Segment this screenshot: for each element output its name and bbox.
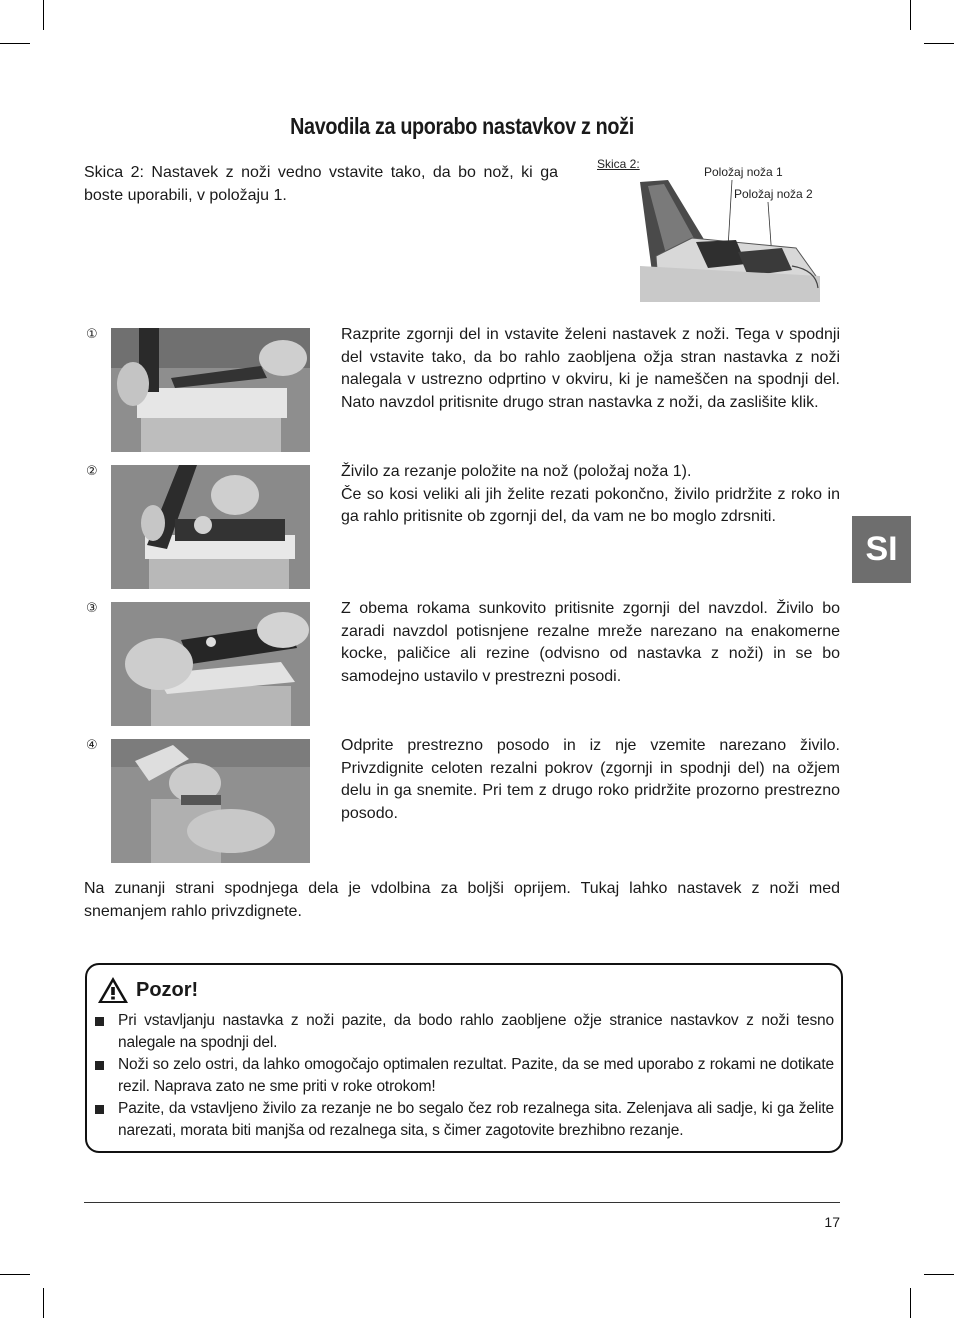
page-title: Navodila za uporabo nastavkov z noži: [290, 113, 634, 139]
step-text: [341, 461, 840, 529]
crop-mark: [924, 1274, 954, 1275]
footer-divider: [84, 1202, 840, 1203]
step-number: ③: [86, 601, 98, 616]
warning-title: Pozor!: [136, 978, 199, 1001]
step-photo: [111, 328, 310, 452]
step-text: Razprite zgornji del in vstavite želeni nastavek z noži. Tega v spodnji del vstavite tako, da bo rahlo zaobljena ožja stran nastavka z noži nalegala v ustrezno odprtino v okviru, ki je nameščen na spodnji del. Nato navzdol pritisnite drugo stran nastavka z noži, da zaslišite klik.: [341, 326, 840, 411]
warning-item: [94, 1010, 834, 1054]
step-photo: [111, 739, 310, 863]
info-paragraph: Na zunanji strani spodnjega dela je vdolbina za boljši oprijem. Tukaj lahko nastavek z noži med snemanjem rahlo privzdignete.: [84, 880, 840, 920]
crop-mark: [0, 1274, 30, 1275]
warning-icon: [96, 975, 130, 1005]
bullet-icon: [95, 1061, 104, 1070]
step-text: Odprite prestrezno posodo in iz nje vzemite narezano živilo. Privzdignite celoten rezalni pokrov (zgornji in spodnji del) na ožjem delu in ga snemite. Pri tem z drugo roko pridržite prozorno prestrezno posodo.: [341, 737, 840, 822]
crop-mark: [43, 0, 44, 30]
warning-list: [94, 1010, 834, 1142]
step-number: ①: [86, 327, 98, 342]
warning-item-text: Pri vstavljanju nastavka z noži pazite, da bodo rahlo zaobljene ožje stranice nastavkov z noži tesno nalegale na spodnji del.: [118, 1012, 834, 1051]
step-text: Z obema rokama sunkovito pritisnite zgornji del navzdol. Živilo bo zaradi navzdol potisnjene rezalne mreže narezano na enakomerne kocke, paličice ali rezine (odvisno od nastavka z noži) in se bo samodejno ustavilo v prestrezni posodi.: [341, 600, 840, 685]
sketch-figure: [596, 156, 846, 306]
intro-text: Skica 2: Nastavek z noži vedno vstavite tako, da bo nož, ki ga boste uporabili, v položaju 1.: [84, 164, 558, 204]
warning-item-text: Pazite, da vstavljeno živilo za rezanje ne bo segalo čez rob rezalnega sita. Zelenjava ali sadje, ki ga želite narezati, morata biti manjša od rezalnega sita, s čimer zagotovite brezhibno rezanje.: [118, 1100, 834, 1139]
sketch-pos2-label: Položaj noža 2: [734, 187, 813, 201]
bullet-icon: [95, 1017, 104, 1026]
crop-mark: [910, 0, 911, 30]
step-text-line: Živilo za rezanje položite na nož (položaj noža 1).: [341, 463, 692, 480]
crop-mark: [43, 1288, 44, 1318]
page-number: 17: [824, 1214, 840, 1230]
step-photo: [111, 602, 310, 726]
slicer-sketch-drawing: [596, 156, 846, 306]
sketch-label: Skica 2:: [597, 157, 640, 171]
crop-mark: [924, 43, 954, 44]
step-photo: [111, 465, 310, 589]
warning-header: [96, 973, 198, 1007]
warning-item: [94, 1098, 834, 1142]
crop-mark: [910, 1288, 911, 1318]
crop-mark: [0, 43, 30, 44]
bullet-icon: [95, 1105, 104, 1114]
step-number: ④: [86, 738, 98, 753]
language-tab: SI: [852, 516, 911, 583]
sketch-pos1-label: Položaj noža 1: [704, 165, 783, 179]
warning-item-text: Noži so zelo ostri, da lahko omogočajo optimalen rezultat. Pazite, da se med uporabo z rokami ne dotikate rezil. Naprava zato ne sme priti v roke otrokom!: [118, 1056, 834, 1095]
warning-item: [94, 1054, 834, 1098]
step-text-line: Če so kosi veliki ali jih želite rezati pokončno, živilo pridržite z roko in ga rahlo pritisnite ob zgornji del, da vam ne bo moglo zdrsniti.: [341, 485, 840, 525]
step-number: ②: [86, 464, 98, 479]
